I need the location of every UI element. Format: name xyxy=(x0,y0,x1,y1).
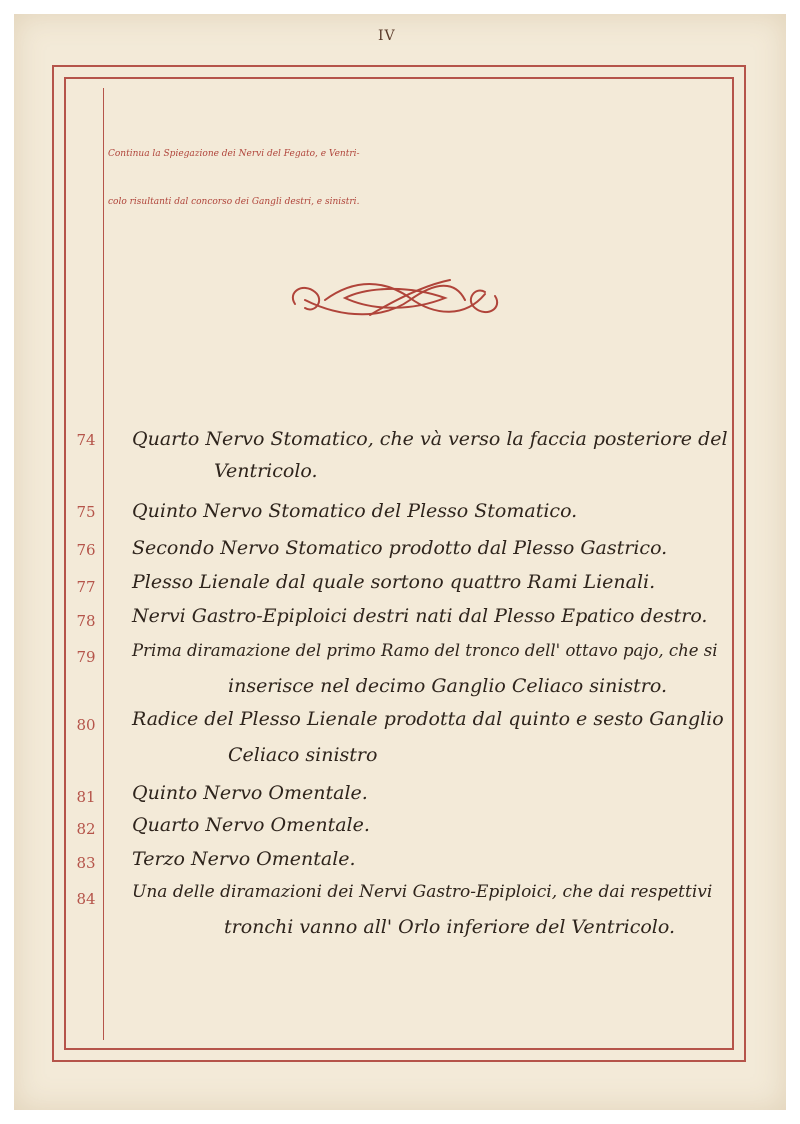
entry-text: Secondo Nervo Stomatico prodotto dal Plesso Gastrico. xyxy=(132,537,668,559)
entry-number: 76 xyxy=(76,541,96,559)
entry-text: Terzo Nervo Omentale. xyxy=(132,848,356,870)
entry-number: 81 xyxy=(76,788,96,806)
entry-number: 75 xyxy=(76,503,96,521)
entry-text-continued: Ventricolo. xyxy=(214,460,318,482)
entry-number: 78 xyxy=(76,612,96,630)
entry-text-continued: inserisce nel decimo Ganglio Celiaco sinistro. xyxy=(228,675,668,697)
entry-text-continued: tronchi vanno all' Orlo inferiore del Ventricolo. xyxy=(224,916,675,938)
entry-number: 84 xyxy=(76,890,96,908)
title-line-1: Continua la Spiegazione dei Nervi del Fegato, e Ventri- xyxy=(108,149,360,159)
flourish-ornament xyxy=(285,270,505,330)
entry-text: Nervi Gastro-Epiploici destri nati dal Plesso Epatico destro. xyxy=(132,605,708,627)
entry-number: 79 xyxy=(76,648,96,666)
entry-number: 77 xyxy=(76,578,96,596)
entry-text: Plesso Lienale dal quale sortono quattro Rami Lienali. xyxy=(132,571,656,593)
entry-text: Quinto Nervo Omentale. xyxy=(132,782,368,804)
entry-text: Una delle diramazioni dei Nervi Gastro-Epiploici, che dai respettivi xyxy=(132,882,713,902)
entry-text: Radice del Plesso Lienale prodotta dal quinto e sesto Ganglio xyxy=(132,708,724,730)
folio-number: IV xyxy=(378,28,396,44)
entry-number: 80 xyxy=(76,716,96,734)
entry-text: Prima diramazione del primo Ramo del tronco dell' ottavo pajo, che si xyxy=(132,641,718,660)
entry-text: Quarto Nervo Omentale. xyxy=(132,814,370,836)
entry-text-continued: Celiaco sinistro xyxy=(228,744,378,766)
title-line-2: colo risultanti dal concorso dei Gangli destri, e sinistri. xyxy=(108,197,360,207)
page-title xyxy=(108,130,738,226)
entry-text: Quinto Nervo Stomatico del Plesso Stomatico. xyxy=(132,500,578,522)
entry-number: 83 xyxy=(76,854,96,872)
entry-number: 82 xyxy=(76,820,96,838)
entry-number: 74 xyxy=(76,431,96,449)
entry-text: Quarto Nervo Stomatico, che và verso la faccia posteriore del xyxy=(132,428,728,450)
